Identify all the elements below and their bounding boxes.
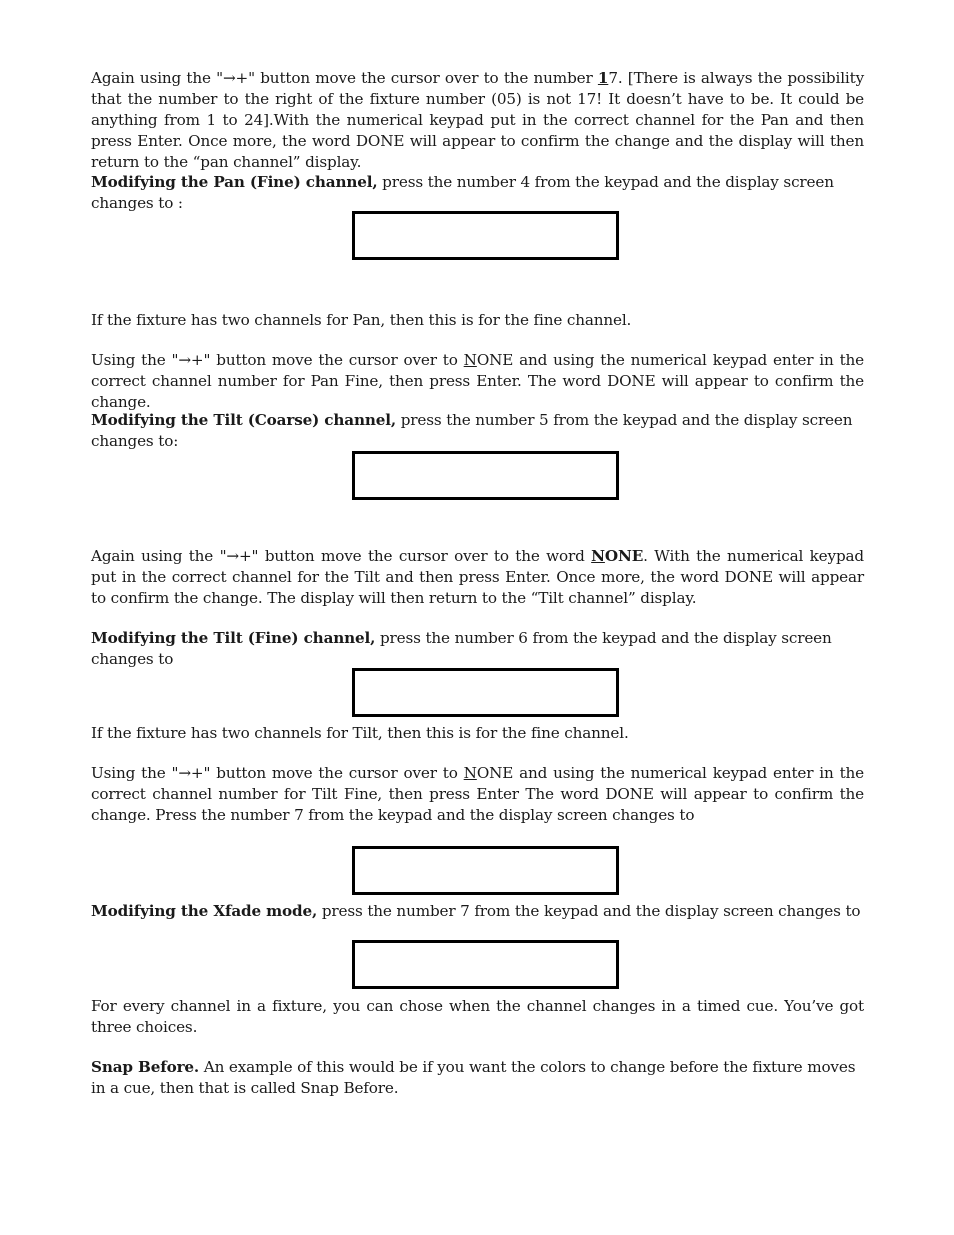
text-run: N (463, 351, 477, 369)
text-run: Again using the "→+" button move the cursor over to the word (91, 547, 592, 565)
text-run: Modifying the Tilt (Coarse) channel, (91, 411, 397, 429)
text-run: Modifying the Tilt (Fine) channel, (91, 629, 376, 647)
text-run: 1 (597, 69, 609, 87)
text-run: Modifying the Xfade mode, (91, 902, 318, 920)
text-run: 7. [There is always the possibility that the number to the right of the fixture number (05) is not 17! It doesn’t have to be. It could be anything from 1 to 24].With the numerical keypad put in the correct channel for the Pan and then press Enter. Once more, the word DONE will appear to confirm the change and the display will then return to the “pan channel” display. (91, 69, 864, 171)
text-run: An example of this would be if you want the colors to change before the fixture moves in a cue, then that is called Snap Before. (91, 1058, 856, 1097)
text-run: Using the "→+" button move the cursor over to (91, 351, 464, 369)
text-run: ONE and using the numerical keypad enter in the correct channel number for Tilt Fine, then press Enter The word DONE will appear to confirm the change. Press the number 7 from the keypad and the display screen changes to (91, 764, 864, 824)
text-run: For every channel in a fixture, you can chose when the channel changes in a timed cue. You’ve got three choices. (91, 997, 864, 1036)
text-run: Using the "→+" button move the cursor over to (91, 764, 464, 782)
text-run: Modifying the Pan (Fine) channel, (91, 173, 378, 191)
heading-tilt-coarse (91, 410, 864, 452)
text-run: ONE (604, 547, 644, 565)
paragraph-tilt-coarse-instructions (91, 546, 864, 609)
text-run: If the fixture has two channels for Pan, then this is for the fine channel. (91, 311, 632, 329)
text-run: ONE and using the numerical keypad enter in the correct channel number for Pan Fine, then press Enter. The word DONE will appear to confirm the change. (91, 351, 864, 411)
heading-pan-fine (91, 172, 864, 214)
paragraph-xfade-choices (91, 996, 864, 1038)
paragraph-pan-fine-note (91, 310, 864, 331)
text-run: . With the numerical keypad put in the correct channel for the Tilt and then press Enter. Once more, the word DONE will appear to confirm the change. The display will then return to the “Tilt channel” display. (91, 547, 864, 607)
display-screen-pan-fine (352, 211, 619, 260)
heading-tilt-fine (91, 628, 864, 670)
text-run: Again using the "→+" button move the cursor over to the number (91, 69, 598, 87)
display-screen-channel-7 (352, 846, 619, 895)
text-run: Snap Before. (91, 1058, 200, 1076)
paragraph-pan-fine-instructions (91, 350, 864, 413)
text-run: press the number 7 from the keypad and the display screen changes to (317, 902, 861, 920)
paragraph-tilt-fine-note (91, 723, 864, 744)
display-screen-tilt-fine (352, 668, 619, 717)
text-run: press the number 5 from the keypad and the display screen changes to: (91, 411, 853, 450)
text-run: press the number 6 from the keypad and the display screen changes to (91, 629, 832, 668)
text-run: press the number 4 from the keypad and the display screen changes to : (91, 173, 834, 212)
text-run: If the fixture has two channels for Tilt, then this is for the fine channel. (91, 724, 629, 742)
display-screen-xfade-mode (352, 940, 619, 989)
paragraph-tilt-fine-instructions (91, 763, 864, 826)
text-run: N (591, 547, 605, 565)
heading-xfade-mode (91, 901, 864, 922)
display-screen-tilt-coarse (352, 451, 619, 500)
paragraph-snap-before (91, 1057, 864, 1099)
paragraph-pan-coarse-instructions (91, 68, 864, 173)
text-run: N (463, 764, 477, 782)
